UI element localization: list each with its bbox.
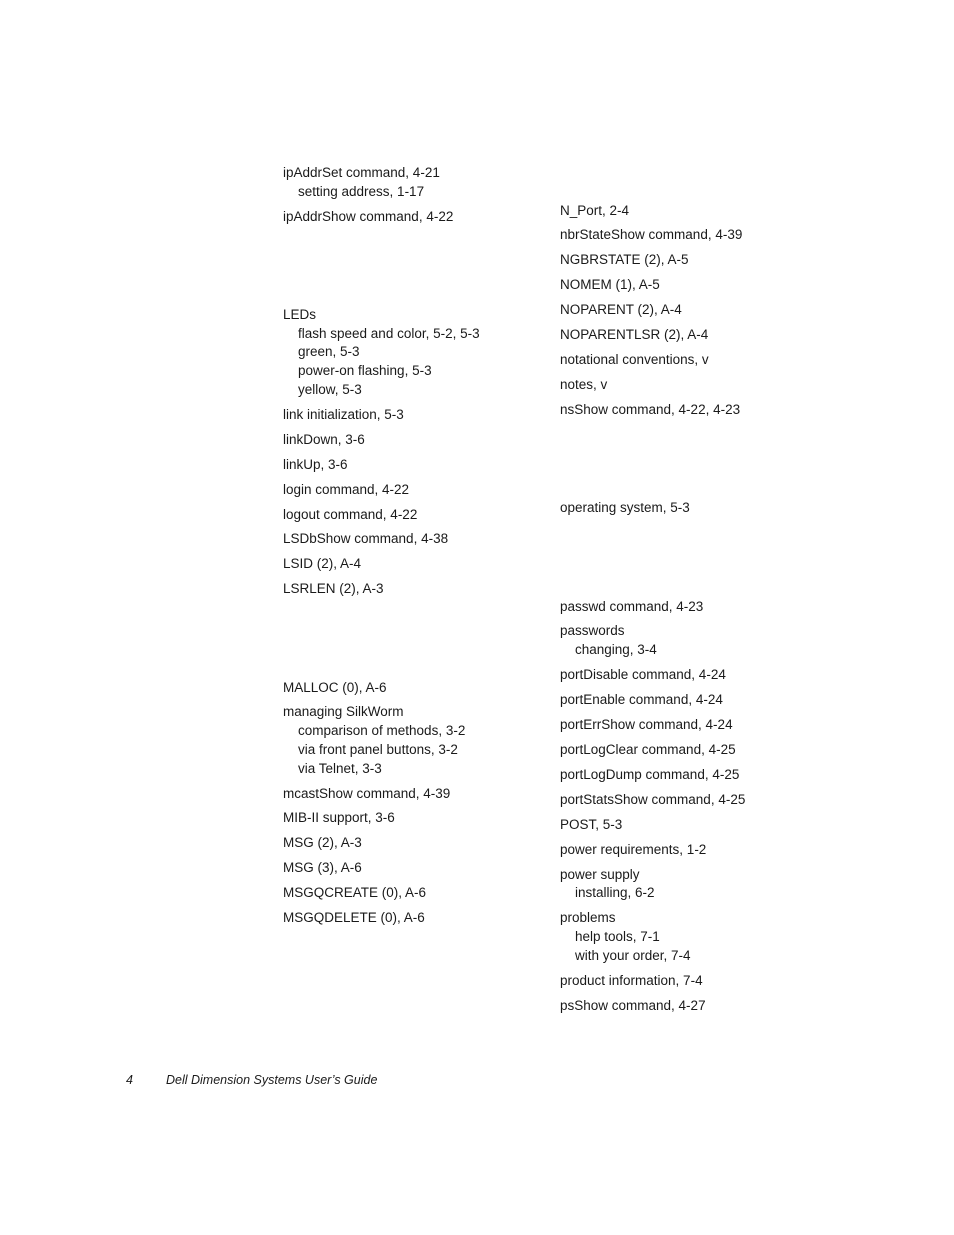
index-entry: mcastShow command, 4-39 <box>283 786 451 801</box>
index-entry: problems <box>560 910 616 925</box>
index-entry: passwd command, 4-23 <box>560 599 704 614</box>
index-subentry: installing, 6-2 <box>575 885 655 900</box>
index-subentry: changing, 3-4 <box>575 642 657 657</box>
index-entry: nbrStateShow command, 4-39 <box>560 227 743 242</box>
index-subentry: via Telnet, 3-3 <box>298 761 382 776</box>
index-entry: power requirements, 1-2 <box>560 842 707 857</box>
index-subentry: flash speed and color, 5-2, 5-3 <box>298 326 480 341</box>
page-number: 4 <box>126 1073 133 1087</box>
index-subentry: green, 5-3 <box>298 344 360 359</box>
index-entry: ipAddrShow command, 4-22 <box>283 209 454 224</box>
index-entry: MIB-II support, 3-6 <box>283 810 395 825</box>
index-entry: ipAddrSet command, 4-21 <box>283 165 440 180</box>
index-subentry: yellow, 5-3 <box>298 382 362 397</box>
index-entry: MSG (3), A-6 <box>283 860 362 875</box>
index-entry: LSRLEN (2), A-3 <box>283 581 384 596</box>
index-subentry: comparison of methods, 3-2 <box>298 723 466 738</box>
index-entry: product information, 7-4 <box>560 973 703 988</box>
book-title: Dell Dimension Systems User’s Guide <box>166 1073 378 1087</box>
index-entry: portDisable command, 4-24 <box>560 667 726 682</box>
index-entry: NOMEM (1), A-5 <box>560 277 660 292</box>
index-entry: NOPARENT (2), A-4 <box>560 302 682 317</box>
index-entry: portErrShow command, 4-24 <box>560 717 733 732</box>
index-subentry: via front panel buttons, 3-2 <box>298 742 458 757</box>
index-entry: NOPARENTLSR (2), A-4 <box>560 327 709 342</box>
index-entry: link initialization, 5-3 <box>283 407 404 422</box>
index-entry: operating system, 5-3 <box>560 500 690 515</box>
index-entry: portLogClear command, 4-25 <box>560 742 736 757</box>
index-entry: logout command, 4-22 <box>283 507 418 522</box>
index-entry: MALLOC (0), A-6 <box>283 680 387 695</box>
index-entry: linkUp, 3-6 <box>283 457 348 472</box>
index-subentry: with your order, 7-4 <box>575 948 691 963</box>
index-subentry: power-on flashing, 5-3 <box>298 363 432 378</box>
index-entry: nsShow command, 4-22, 4-23 <box>560 402 741 417</box>
index-entry: N_Port, 2-4 <box>560 203 630 218</box>
index-entry: managing SilkWorm <box>283 704 404 719</box>
index-entry: NGBRSTATE (2), A-5 <box>560 252 689 267</box>
index-entry: LSID (2), A-4 <box>283 556 362 571</box>
index-entry: MSG (2), A-3 <box>283 835 362 850</box>
index-entry: notes, v <box>560 377 608 392</box>
index-entry: notational conventions, v <box>560 352 709 367</box>
index-entry: LEDs <box>283 307 317 322</box>
index-entry: LSDbShow command, 4-38 <box>283 531 449 546</box>
index-entry: passwords <box>560 623 625 638</box>
index-entry: portStatsShow command, 4-25 <box>560 792 746 807</box>
index-entry: MSGQDELETE (0), A-6 <box>283 910 425 925</box>
index-entry: login command, 4-22 <box>283 482 410 497</box>
index-subentry: setting address, 1-17 <box>298 184 425 199</box>
index-entry: POST, 5-3 <box>560 817 623 832</box>
index-entry: portEnable command, 4-24 <box>560 692 723 707</box>
index-subentry: help tools, 7-1 <box>575 929 660 944</box>
index-entry: power supply <box>560 867 640 882</box>
index-entry: psShow command, 4-27 <box>560 998 706 1013</box>
index-entry: portLogDump command, 4-25 <box>560 767 740 782</box>
index-entry: MSGQCREATE (0), A-6 <box>283 885 427 900</box>
index-entry: linkDown, 3-6 <box>283 432 365 447</box>
